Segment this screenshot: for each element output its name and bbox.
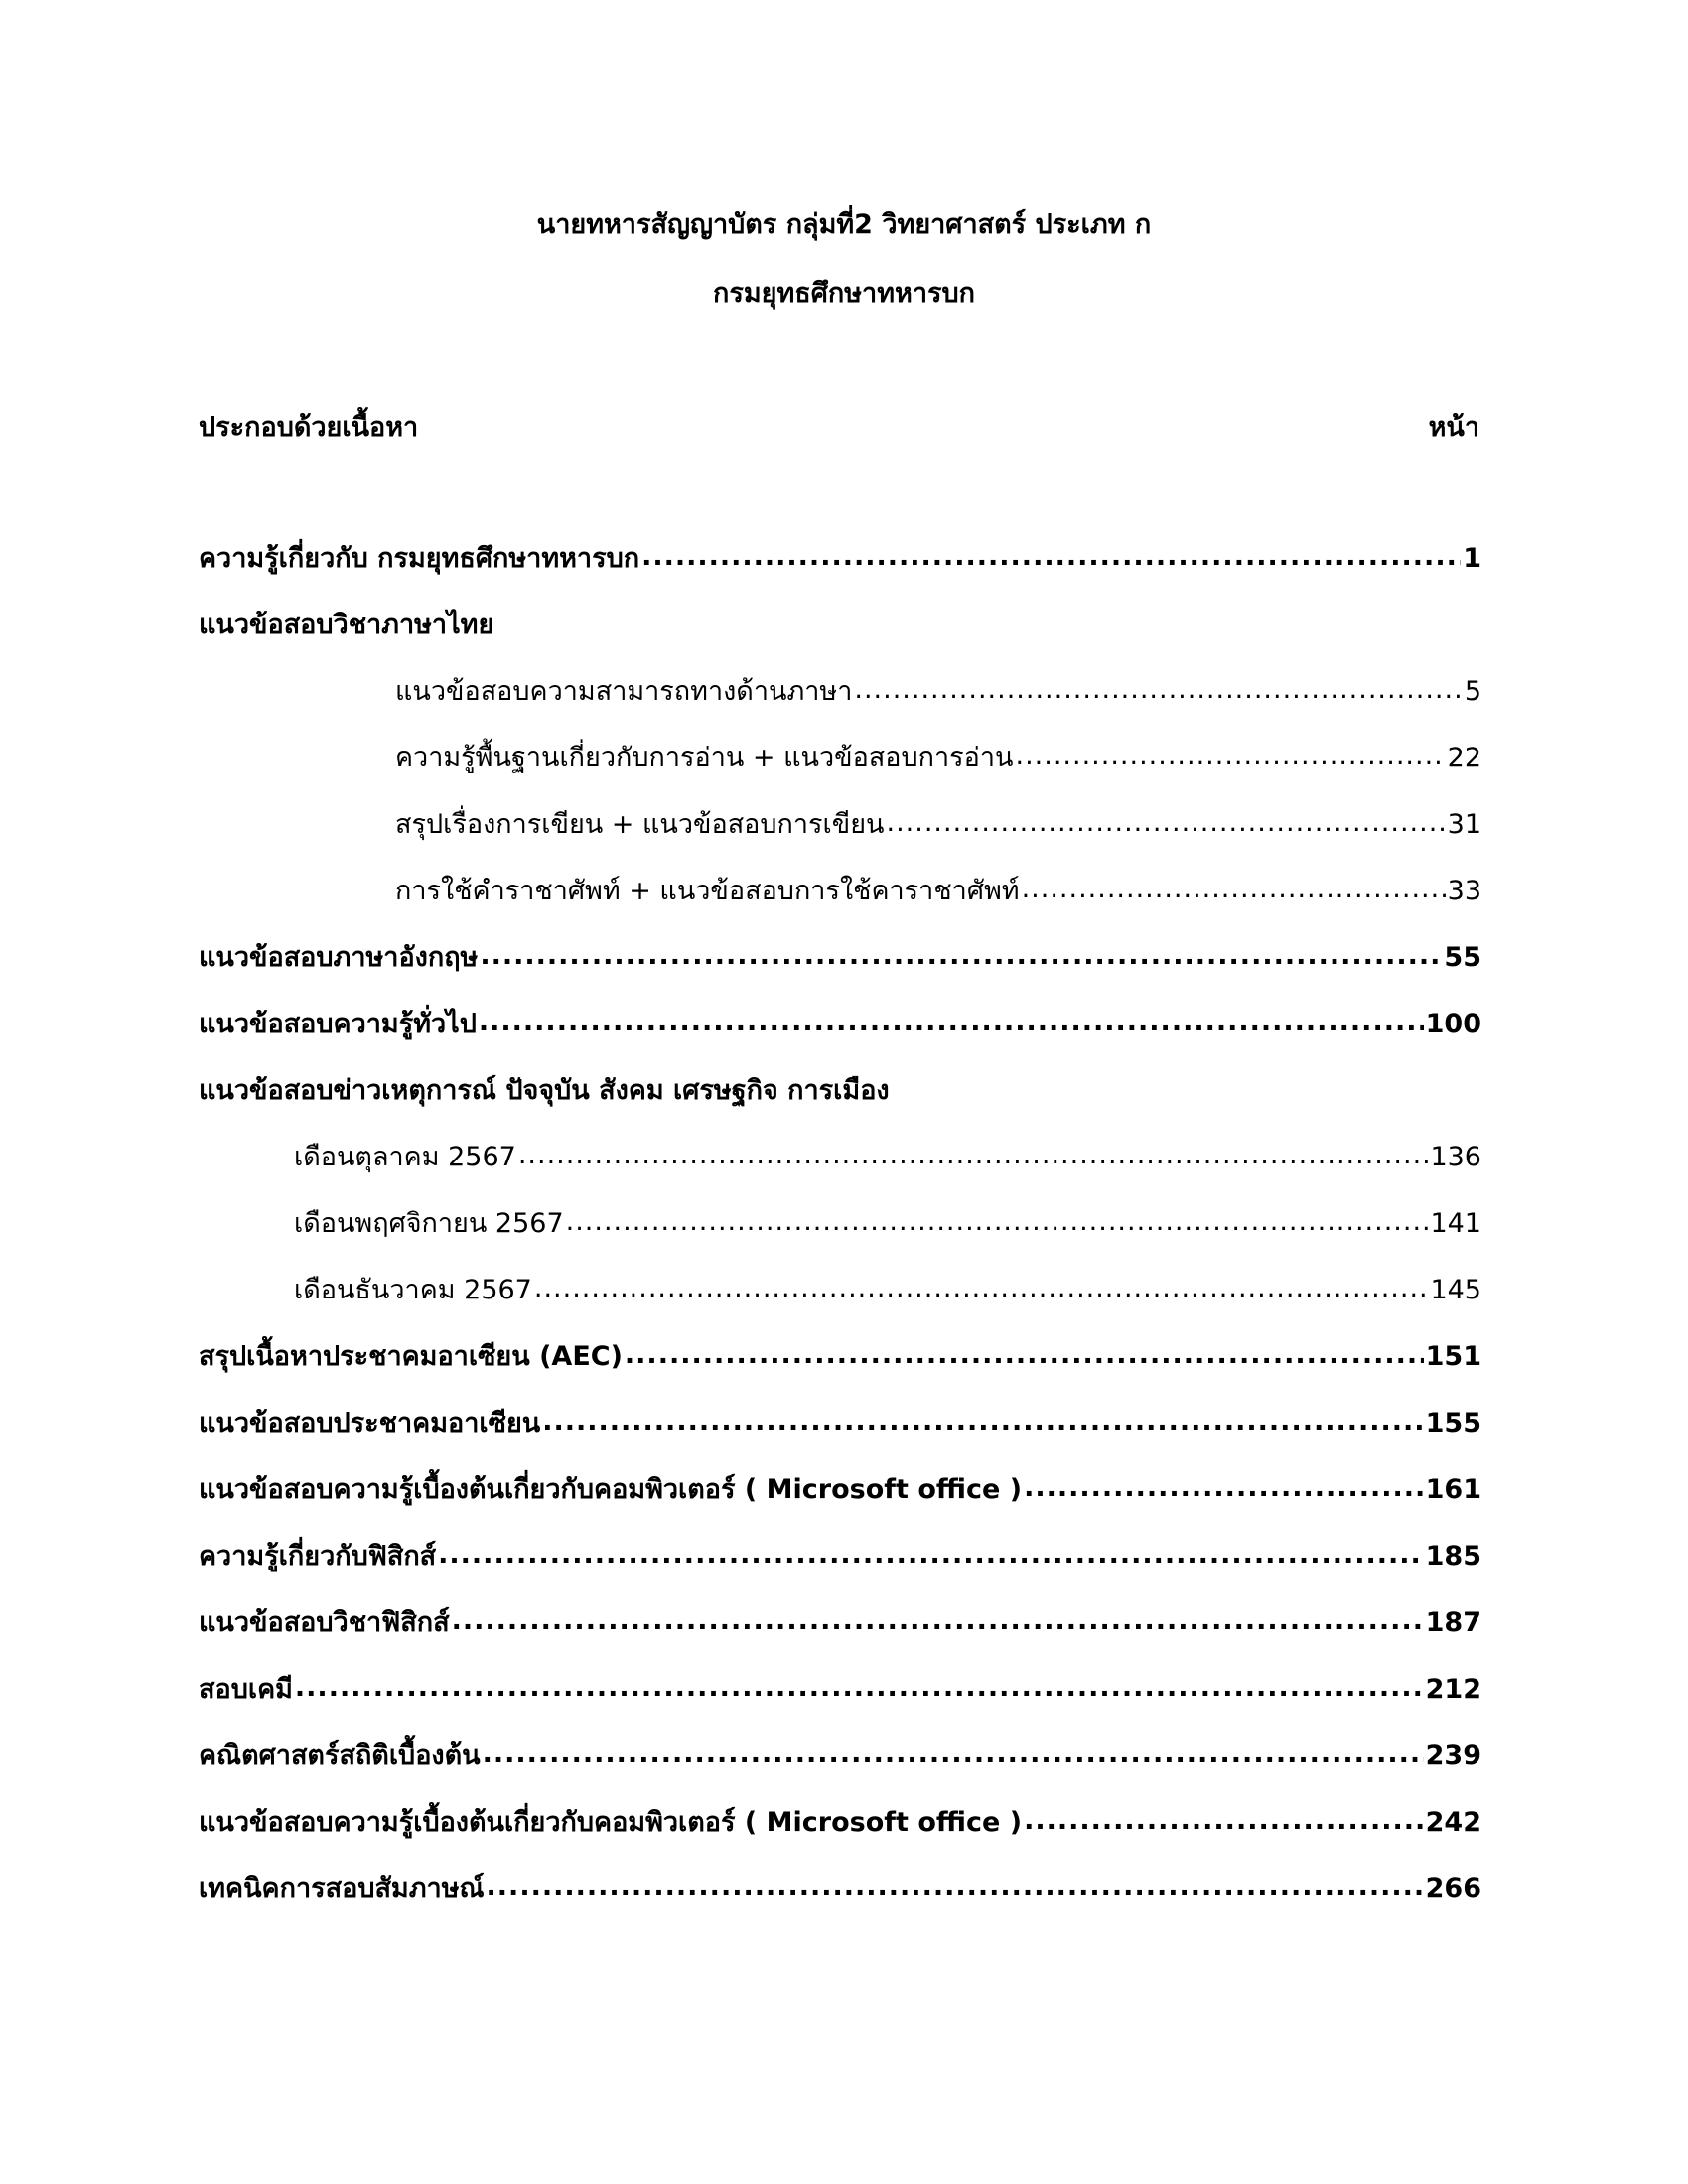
dot-leader <box>1016 741 1446 771</box>
document-subtitle: กรมยุทธศึกษาทหารบก <box>713 278 975 309</box>
dot-leader <box>534 1273 1429 1303</box>
toc-entry <box>199 935 1481 975</box>
dot-leader <box>1024 1472 1424 1503</box>
toc-entry-page-number: 1 <box>1463 543 1481 574</box>
toc-entry-page-number: 155 <box>1425 1408 1481 1438</box>
dot-leader <box>1022 874 1446 904</box>
toc-entry-page-number: 212 <box>1425 1674 1481 1705</box>
toc-entry <box>199 536 1481 576</box>
toc-entry-label: แนวข้อสอบวิชาภาษาไทย <box>199 610 494 640</box>
dot-leader <box>641 541 1461 572</box>
dot-leader <box>438 1539 1423 1570</box>
dot-leader <box>854 674 1462 705</box>
toc-entry-page-number: 187 <box>1425 1607 1481 1638</box>
toc-entry <box>199 1733 1481 1773</box>
toc-entry-label: แนวข้อสอบความรู้เบื้องต้นเกี่ยวกับคอมพิวเตอร์ ( Microsoft office ) <box>199 1807 1023 1838</box>
toc-entry-label: แนวข้อสอบวิชาฟิสิกส์ <box>199 1607 450 1638</box>
toc-entry-page-number: 136 <box>1430 1142 1481 1172</box>
toc-entry-label: การใช้คำราชาศัพท์ + แนวข้อสอบการใช้คาราชาศัพท์ <box>395 876 1020 906</box>
toc-entry-page-number: 145 <box>1430 1275 1481 1305</box>
dot-leader <box>518 1140 1429 1170</box>
toc-entry <box>199 1667 1481 1706</box>
toc-entry-label: เดือนตุลาคม 2567 <box>294 1142 516 1172</box>
toc-entry <box>199 1068 1481 1108</box>
toc-entry-label: ความรู้เกี่ยวกับ กรมยุทธศึกษาทหารบก <box>199 543 640 574</box>
toc-entry-label: เดือนพฤศจิกายน 2567 <box>294 1208 564 1239</box>
toc-entry <box>199 1002 1481 1041</box>
toc-entry <box>199 1800 1481 1840</box>
toc-entry-page-number: 100 <box>1425 1009 1481 1039</box>
toc-entry <box>199 1600 1481 1640</box>
dot-leader <box>479 1007 1424 1037</box>
toc-entry-page-number: 55 <box>1444 942 1481 973</box>
toc-entry-label: สรุปเนื้อหาประชาคมอาเซียน (AEC) <box>199 1341 623 1372</box>
dot-leader <box>887 807 1446 838</box>
toc-entry <box>294 1201 1481 1241</box>
dot-leader <box>566 1206 1429 1237</box>
toc-entry-page-number: 22 <box>1447 743 1481 773</box>
toc-entry <box>294 1135 1481 1174</box>
toc-entry-label: ความรู้เกี่ยวกับฟิสิกส์ <box>199 1541 437 1571</box>
page-column-label: หน้า <box>1428 412 1479 443</box>
toc-entry-page-number: 5 <box>1464 676 1481 707</box>
dot-leader <box>295 1672 1424 1703</box>
toc-entry-page-number: 185 <box>1425 1541 1481 1571</box>
dot-leader <box>480 940 1442 971</box>
toc-entry <box>199 1401 1481 1440</box>
toc-entry-label: เดือนธันวาคม 2567 <box>294 1275 532 1305</box>
toc-entry <box>199 1866 1481 1906</box>
dot-leader <box>625 1339 1424 1370</box>
toc-entry-label: แนวข้อสอบภาษาอังกฤษ <box>199 942 479 973</box>
toc-entry-page-number: 31 <box>1447 809 1481 840</box>
dot-leader <box>1024 1805 1424 1836</box>
toc-entry-label: ความรู้พื้นฐานเกี่ยวกับการอ่าน + แนวข้อสอบการอ่าน <box>395 743 1014 773</box>
toc-entry-label: สอบเคมี <box>199 1674 293 1705</box>
toc-entry-label: แนวข้อสอบความสามารถทางด้านภาษา <box>395 676 853 707</box>
toc-entry-page-number: 242 <box>1425 1807 1481 1838</box>
contents-label: ประกอบด้วยเนื้อหา <box>199 412 419 443</box>
dot-leader <box>452 1605 1424 1636</box>
toc-entry-page-number: 141 <box>1430 1208 1481 1239</box>
toc-entry <box>199 1534 1481 1573</box>
dot-leader <box>483 1738 1424 1769</box>
toc-entry-page-number: 151 <box>1425 1341 1481 1372</box>
toc-entry <box>395 802 1481 842</box>
dot-leader <box>542 1406 1423 1436</box>
toc-entry-label: คณิตศาสตร์สถิติเบื้องต้น <box>199 1740 481 1771</box>
toc-entry-page-number: 161 <box>1425 1474 1481 1505</box>
toc-entry-page-number: 239 <box>1425 1740 1481 1771</box>
toc-entry-page-number: 266 <box>1425 1873 1481 1904</box>
toc-entry-label: แนวข้อสอบข่าวเหตุการณ์ ปัจจุบัน สังคม เศรษฐกิจ การเมือง <box>199 1075 890 1106</box>
toc-entry <box>199 1334 1481 1374</box>
toc-entry <box>395 736 1481 775</box>
toc-entry-label: แนวข้อสอบประชาคมอาเซียน <box>199 1408 541 1438</box>
toc-entry-label: แนวข้อสอบความรู้เบื้องต้นเกี่ยวกับคอมพิวเตอร์ ( Microsoft office ) <box>199 1474 1023 1505</box>
toc-entry-page-number: 33 <box>1447 876 1481 906</box>
toc-entry <box>294 1268 1481 1307</box>
toc-entry-label: สรุปเรื่องการเขียน + แนวข้อสอบการเขียน <box>395 809 885 840</box>
toc-entry-label: แนวข้อสอบความรู้ทั่วไป <box>199 1009 477 1039</box>
toc-entry <box>395 869 1481 908</box>
document-title: นายทหารสัญญาบัตร กลุ่มที่2 วิทยาศาสตร์ ประเภท ก <box>536 209 1152 240</box>
toc-entry-label: เทคนิคการสอบสัมภาษณ์ <box>199 1873 485 1904</box>
toc-header <box>199 405 1479 448</box>
toc-entry <box>199 1467 1481 1507</box>
dot-leader <box>487 1871 1424 1902</box>
toc-entry <box>395 669 1481 709</box>
toc-entry <box>199 603 1481 642</box>
